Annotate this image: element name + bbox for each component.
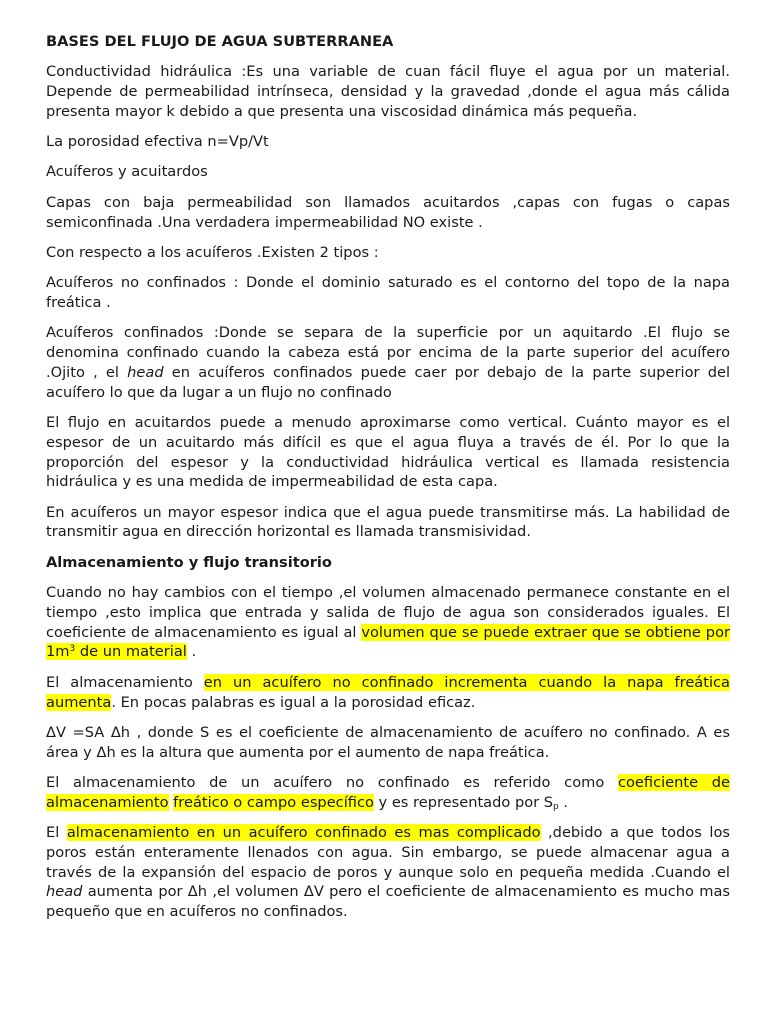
paragraph-confinados <box>46 323 730 402</box>
paragraph-flujo-acuitardos: El flujo en acuitardos puede a menudo aproximarse como vertical. Cuánto mayor es el espesor de un acuitardo más difícil es que el agua fluya a través de él. Por lo que la proporción del espesor y la conductividad hidráulica vertical es llamada resistencia hidráulica y es una medida de impermeabilidad de esta capa. <box>46 413 730 491</box>
text-span: Cuando no hay cambios con el tiempo ,el volumen almacenado permanece constante en el tiempo ,esto implica que entrada y salida de flujo de agua son considerados iguales. El coeficiente de almacenamiento es igual al <box>46 584 730 641</box>
section-heading: Almacenamiento y flujo transitorio <box>46 553 332 571</box>
highlight: coeficiente de almacenamiento <box>46 773 731 811</box>
document-title: BASES DEL FLUJO DE AGUA SUBTERRANEA <box>46 33 394 50</box>
paragraph-coeficiente <box>46 583 730 662</box>
paragraph-confinado-complicado <box>46 823 730 922</box>
text-span: en acuíferos confinados puede caer por debajo de la parte superior del acuífero lo que da lugar a un flujo no confinado <box>46 363 730 401</box>
text-span: volumen que se puede extraer que se obtiene por 1m <box>46 623 730 661</box>
text-span: de un material <box>75 643 187 661</box>
paragraph-no-confinados: Acuíferos no confinados : Donde el dominio saturado es el contorno del topo de la napa freática . <box>46 274 730 311</box>
italic-head: head <box>127 363 164 381</box>
paragraph-porosidad: La porosidad efectiva n=Vp/Vt <box>46 133 269 151</box>
italic-head: head <box>46 883 83 901</box>
paragraph-formula: ΔV =SA Δh , donde S es el coeficiente de almacenamiento de acuífero no confinado. A es área y Δh es la altura que aumenta por el aumento de napa freática. <box>46 723 730 761</box>
text-span: aumenta por Δh ,el volumen ΔV pero el coeficiente de almacenamiento es mucho mas pequeño que en acuíferos no confinados. <box>46 883 730 921</box>
subscript: p <box>553 801 559 812</box>
superscript: 3 <box>69 644 76 655</box>
paragraph-tipos: Con respecto a los acuíferos .Existen 2 tipos : <box>46 243 379 261</box>
text-span: y es representado por S <box>373 793 554 811</box>
text-span: El <box>46 824 67 841</box>
text-span: . En pocas palabras es igual a la porosidad eficaz. <box>111 693 476 711</box>
paragraph-conductividad: Conductividad hidráulica :Es una variable de cuan fácil fluye el agua por un material. Depende de permeabilidad intrínseca, densidad y la gravedad ,donde el agua más cálida presenta mayor k debido a que presenta una viscosidad dinámica más pequeña. <box>46 63 730 120</box>
text-span: El almacenamiento <box>46 673 204 691</box>
highlight: freático o campo específico <box>173 793 374 811</box>
paragraph-transmisividad: En acuíferos un mayor espesor indica que el agua puede transmitirse más. La habilidad de transmitir agua en dirección horizontal es llamada transmisividad. <box>46 503 730 541</box>
paragraph-capas: Capas con baja permeabilidad son llamados acuitardos ,capas con fugas o capas semiconfinada .Una verdadera impermeabilidad NO existe . <box>46 193 730 231</box>
text-span: . <box>186 643 197 661</box>
text-span: ,debido a que todos los poros están enteramente llenados con agua. Sin embargo, se puede almacenar agua a través de la expansión del espacio de poros y aunque solo en pequeña medida .Cuando el <box>46 824 730 881</box>
text-span: Acuíferos confinados :Donde se separa de la superficie por un aquitardo .El flujo se denomina confinado cuando la cabeza está por encima de la parte superior del acuífero .Ojito , el <box>46 324 730 381</box>
paragraph-campo-especifico <box>46 773 730 813</box>
paragraph-almacenamiento-no-confinado <box>46 673 730 713</box>
highlight: almacenamiento en un acuífero confinado es mas complicado <box>66 824 541 841</box>
highlight: en un acuífero no confinado incrementa cuando la napa freática aumenta <box>46 673 730 711</box>
text-span: . <box>558 793 569 811</box>
text-span: El almacenamiento de un acuífero no confinado es referido como <box>46 773 618 791</box>
paragraph-acuiferos-acuitardos: Acuíferos y acuitardos <box>46 163 208 181</box>
